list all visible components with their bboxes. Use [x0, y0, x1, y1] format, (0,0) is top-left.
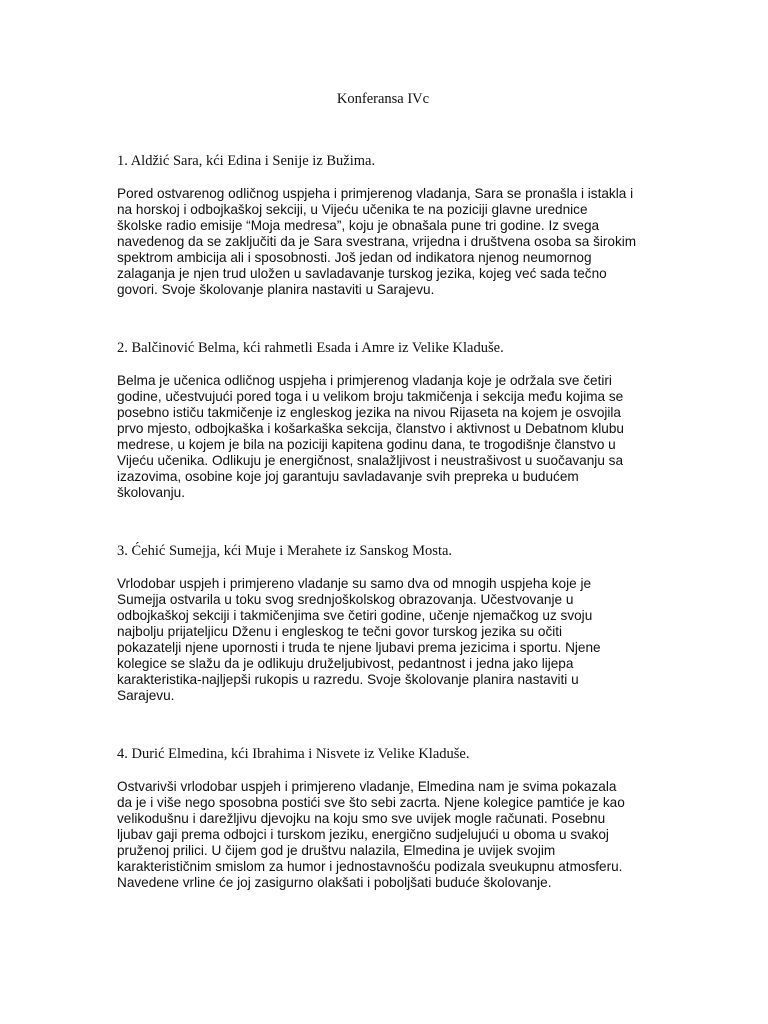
entry-paragraph: Vrlodobar uspjeh i primjereno vladanje su samo dva od mnogih uspjeha koje je Sumejja ostvarila u toku svog srednjoškolskog obrazovanja. Učestvovanje u odbojkaškoj sekciji i takmičenjima sve četiri godine, učenje njemačkog uz svoju najbolju prijateljicu Dženu i engleskog te tečni govor turskog jezika su očiti pokazatelji njene upornosti i truda te njene ljubavi prema jezicima i sportu. Njene kolegice se slažu da je odlikuju druželjubivost, pedantnost i jedna jako lijepa karakteristika-najljepši rukopis u razredu. Svoje školovanje planira nastaviti u Sarajevu.: [117, 576, 601, 703]
entry-paragraph: Belma je učenica odličnog uspjeha i primjerenog vladanja koje je održala sve četiri godine, učestvujući pored toga i u velikom broju takmičenja i sekcija među kojima se posebno ističu takmičenje iz engleskog jezika na nivou Rijaseta na kojem je osvojila prvo mjesto, odbojkaška i košarkaška sekcija, članstvo i aktivnost u Debatnom klubu medrese, u kojem je bila na poziciji kapitena godinu dana, te trogodišnje članstvo u Vijeću učenika. Odlikuju je energičnost, snalažljivost i neustrašivost u suočavanju sa izazovima, osobine koje joj garantuju savladavanje svih prepreka u budućem školovanju.: [117, 373, 624, 500]
entry-paragraph: Pored ostvarenog odličnog uspjeha i primjerenog vladanja, Sara se pronašla i istakla i na horskoj i odbojkaškoj sekciji, u Vijeću učenika te na poziciji glavne urednice školske radio emisije “Moja medresa”, koju je obnašala pune tri godine. Iz svega navedenog da se zaključiti da je Sara svestrana, vrijedna i društvena osoba sa širokim spektrom ambicija ali i sposobnosti. Još jedan od indikatora njenog neumornog zalaganja je njen trud uložen u savladavanje turskog jezika, kojeg već sada tečno govori. Svoje školovanje planira nastaviti u Sarajevu.: [117, 186, 637, 297]
student-entry-1: [117, 152, 649, 298]
document-title: Konferansa IVc: [336, 91, 430, 107]
entry-heading: 4. Durić Elmedina, kći Ibrahima i Nisvete iz Velike Kladuše.: [117, 746, 470, 762]
entry-heading: 1. Aldžić Sara, kći Edina i Senije iz Bužima.: [117, 153, 376, 169]
entry-heading: 2. Balčinović Belma, kći rahmetli Esada i Amre iz Velike Kladuše.: [117, 340, 504, 356]
student-entry-2: [117, 339, 649, 501]
entry-heading: 3. Ćehić Sumejja, kći Muje i Merahete iz Sanskog Mosta.: [117, 543, 453, 559]
entry-paragraph: Ostvarivši vrlodobar uspjeh i primjereno vladanje, Elmedina nam je svima pokazala da je i više nego sposobna postići sve što sebi zacrta. Njene kolegice pamtiće je kao velikodušnu i darežljivu djevojku na koju smo sve uvijek mogle računati. Posebnu ljubav gaji prema odbojci i turskom jeziku, energično sudjelujući u oboma u svakoj pruženoj prilici. U čijem god je društvu nalazila, Elmedina je uvijek svojim karakterističnim smislom za humor i jednostavnošću podizala sveukupnu atmosferu. Navedene vrline će joj zasigurno olakšati i poboljšati buduće školovanje.: [117, 779, 625, 890]
document-page: [117, 90, 649, 891]
student-entry-3: [117, 542, 649, 704]
student-entry-4: [117, 745, 649, 891]
